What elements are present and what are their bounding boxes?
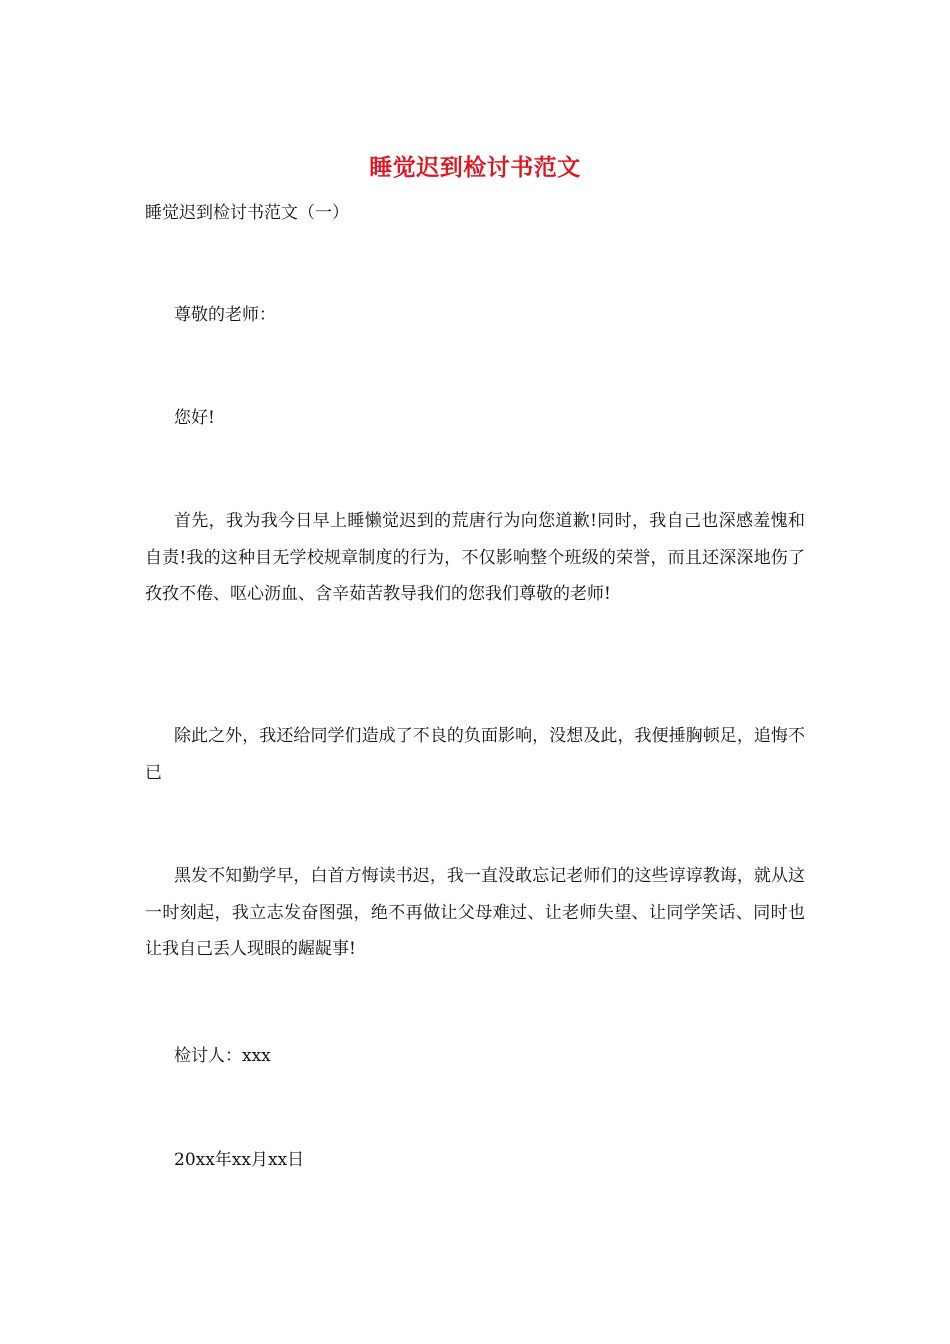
salutation: 尊敬的老师： <box>174 305 276 325</box>
paragraph-regret: 除此之外，我还给同学们造成了不良的负面影响，没想及此，我便捶胸顿足，追悔不已 <box>145 726 805 783</box>
document-title: 睡觉迟到检讨书范文 <box>369 154 581 181</box>
date: 20xx年xx月xx日 <box>174 1150 305 1170</box>
signature: 检讨人：xxx <box>174 1046 271 1066</box>
document-subtitle: 睡觉迟到检讨书范文（一） <box>145 203 349 223</box>
paragraph-apology: 首先，我为我今日早上睡懒觉迟到的荒唐行为向您道歉!同时，我自己也深感羞愧和自责!我的这种目无学校规章制度的行为，不仅影响整个班级的荣誉，而且还深深地伤了孜孜不倦、呕心沥血、含辛茹苦教导我们的您我们尊敬的老师! <box>145 511 805 604</box>
greeting: 您好! <box>174 408 215 428</box>
paragraph-resolution: 黑发不知勤学早，白首方悔读书迟，我一直没敢忘记老师们的这些谆谆教诲，就从这一时刻起，我立志发奋图强，绝不再做让父母难过、让老师失望、让同学笑话、同时也让我自己丢人现眼的龌龊事! <box>145 866 805 959</box>
